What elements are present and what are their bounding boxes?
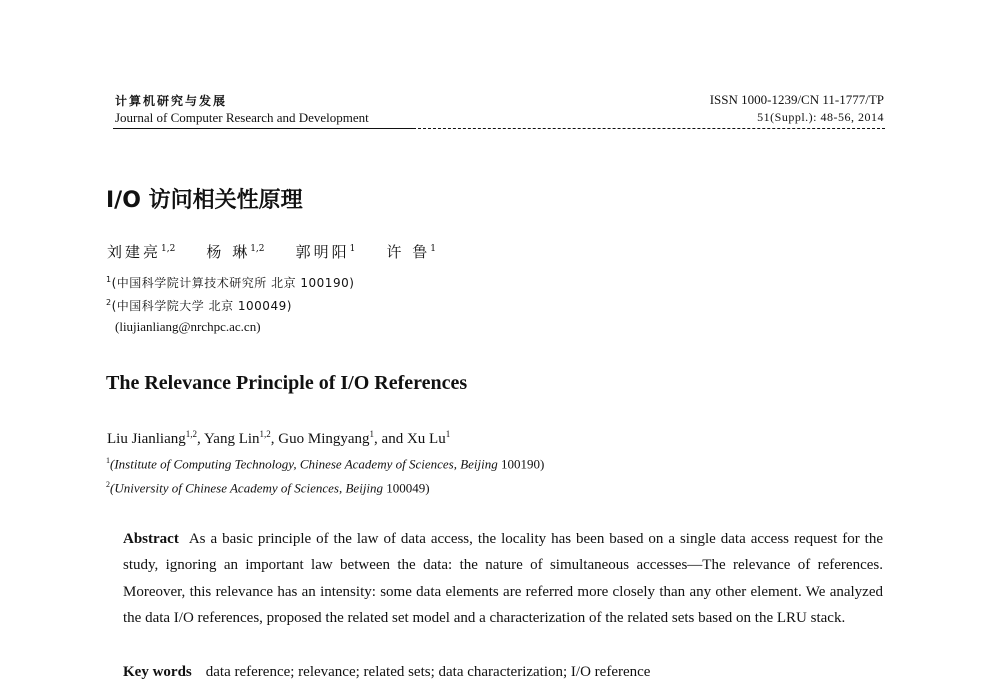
- author-cn: 郭明阳$^1$: [295, 243, 356, 261]
- affiliation-en: $^2$(University of Chinese Academy of Sciences, Beijing 100049): [106, 480, 430, 496]
- author-cn: 杨 琳$^{1,2}$: [206, 243, 265, 261]
- abstract-text: As a basic principle of the law of data access, the locality has been based on a single data access request for the study, ignoring an important law between the data: the nature of simultaneous accesses—The relevance of references. Moreover, this relevance has an intensity: some data elements are referred more closely than any other element. We analyzed the data I/O references, proposed the related set model and a characterization of the related sets based on the LRU stack.: [123, 531, 883, 626]
- journal-title-en: Journal of Computer Research and Development: [115, 110, 369, 125]
- issn: ISSN 1000-1239/CN 11-1777/TP: [709, 92, 884, 107]
- author-cn: 许 鲁$^1$: [386, 243, 436, 261]
- paper-title-cn: I/O 访问相关性原理: [106, 188, 303, 213]
- author-en: Guo Mingyang$^1$, and: [278, 429, 407, 447]
- authors-cn: [107, 241, 436, 262]
- author-en: Xu Lu$^1$: [406, 429, 451, 447]
- abstract: [123, 526, 883, 631]
- author-en: Yang Lin$^{1,2}$,: [203, 429, 279, 447]
- affiliation-cn: $^2$(中国科学院大学 北京 100049): [106, 298, 292, 313]
- keywords: [123, 664, 650, 681]
- keywords-text: data reference; relevance; related sets; data characterization; I/O reference: [205, 664, 651, 680]
- abstract-label: Abstract: [123, 531, 179, 547]
- affiliation-en: $^1$(Institute of Computing Technology, Chinese Academy of Sciences, Beijing 100190): [106, 456, 545, 472]
- header-rule: [113, 128, 413, 129]
- authors-en: [107, 429, 450, 448]
- volume-pages: 51(Suppl.): 48-56, 2014: [757, 110, 884, 124]
- keywords-label: Key words: [123, 664, 192, 680]
- author-cn: 刘建亮$^{1,2}$: [107, 243, 176, 261]
- author-email: (liujianliang@nrchpc.ac.cn): [115, 319, 261, 334]
- header-rule-dashed: [413, 128, 885, 129]
- paper-title-en: The Relevance Principle of I/O References: [106, 372, 468, 394]
- affiliation-cn: $^1$(中国科学院计算技术研究所 北京 100190): [106, 275, 355, 290]
- author-en: Liu Jianliang$^{1,2}$,: [107, 429, 204, 447]
- journal-title-cn: 计算机研究与发展: [115, 94, 228, 108]
